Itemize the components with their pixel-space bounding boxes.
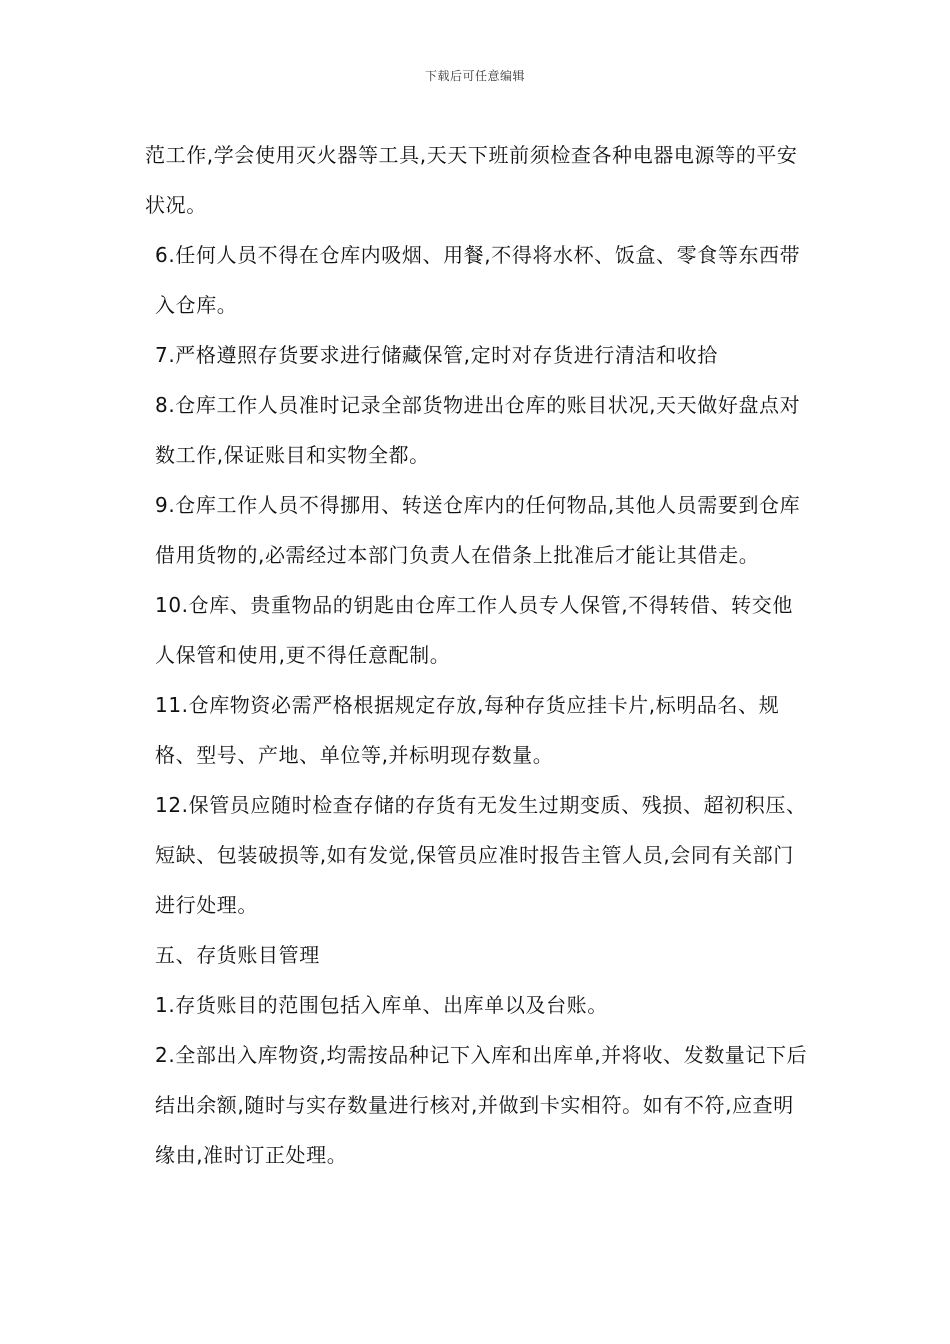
paragraph-item-12: 12.保管员应随时检查存储的存货有无发生过期变质、残损、超初积压、短缺、包装破损等,如有发觉,保管员应准时报告主管人员,会同有关部门进行处理。	[155, 793, 807, 917]
paragraph-item-6: 6.任何人员不得在仓库内吸烟、用餐,不得将水杯、饭盒、零食等东西带入仓库。	[155, 243, 801, 317]
page-header: 下载后可任意编辑	[424, 69, 525, 83]
paragraph-item-9: 9.仓库工作人员不得挪用、转送仓库内的任何物品,其他人员需要到仓库借用货物的,必需经过本部门负责人在借条上批准后才能让其借走。	[155, 493, 801, 567]
paragraph-section5-item-1: 1.存货账目的范围包括入库单、出库单以及台账。	[155, 993, 608, 1017]
paragraph-item-11: 11.仓库物资必需严格根据规定存放,每种存货应挂卡片,标明品名、规格、型号、产地、单位等,并标明现存数量。	[155, 693, 780, 767]
paragraph-item-10: 10.仓库、贵重物品的钥匙由仓库工作人员专人保管,不得转借、转交他人保管和使用,更不得任意配制。	[155, 593, 793, 667]
document-body	[145, 130, 810, 1180]
paragraph-item-8: 8.仓库工作人员准时记录全部货物进出仓库的账目状况,天天做好盘点对数工作,保证账目和实物全都。	[155, 393, 801, 467]
paragraph-section5-item-2: 2.全部出入库物资,均需按品种记下入库和出库单,并将收、发数量记下后结出余额,随时与实存数量进行核对,并做到卡实相符。如有不符,应查明缘由,准时订正处理。	[155, 1043, 808, 1167]
section-heading-5: 五、存货账目管理	[155, 943, 320, 967]
paragraph-continuation: 范工作,学会使用灭火器等工具,天天下班前须检查各种电器电源等的平安状况。	[145, 143, 798, 217]
paragraph-item-7: 7.严格遵照存货要求进行储藏保管,定时对存货进行清洁和收拾	[155, 343, 718, 367]
